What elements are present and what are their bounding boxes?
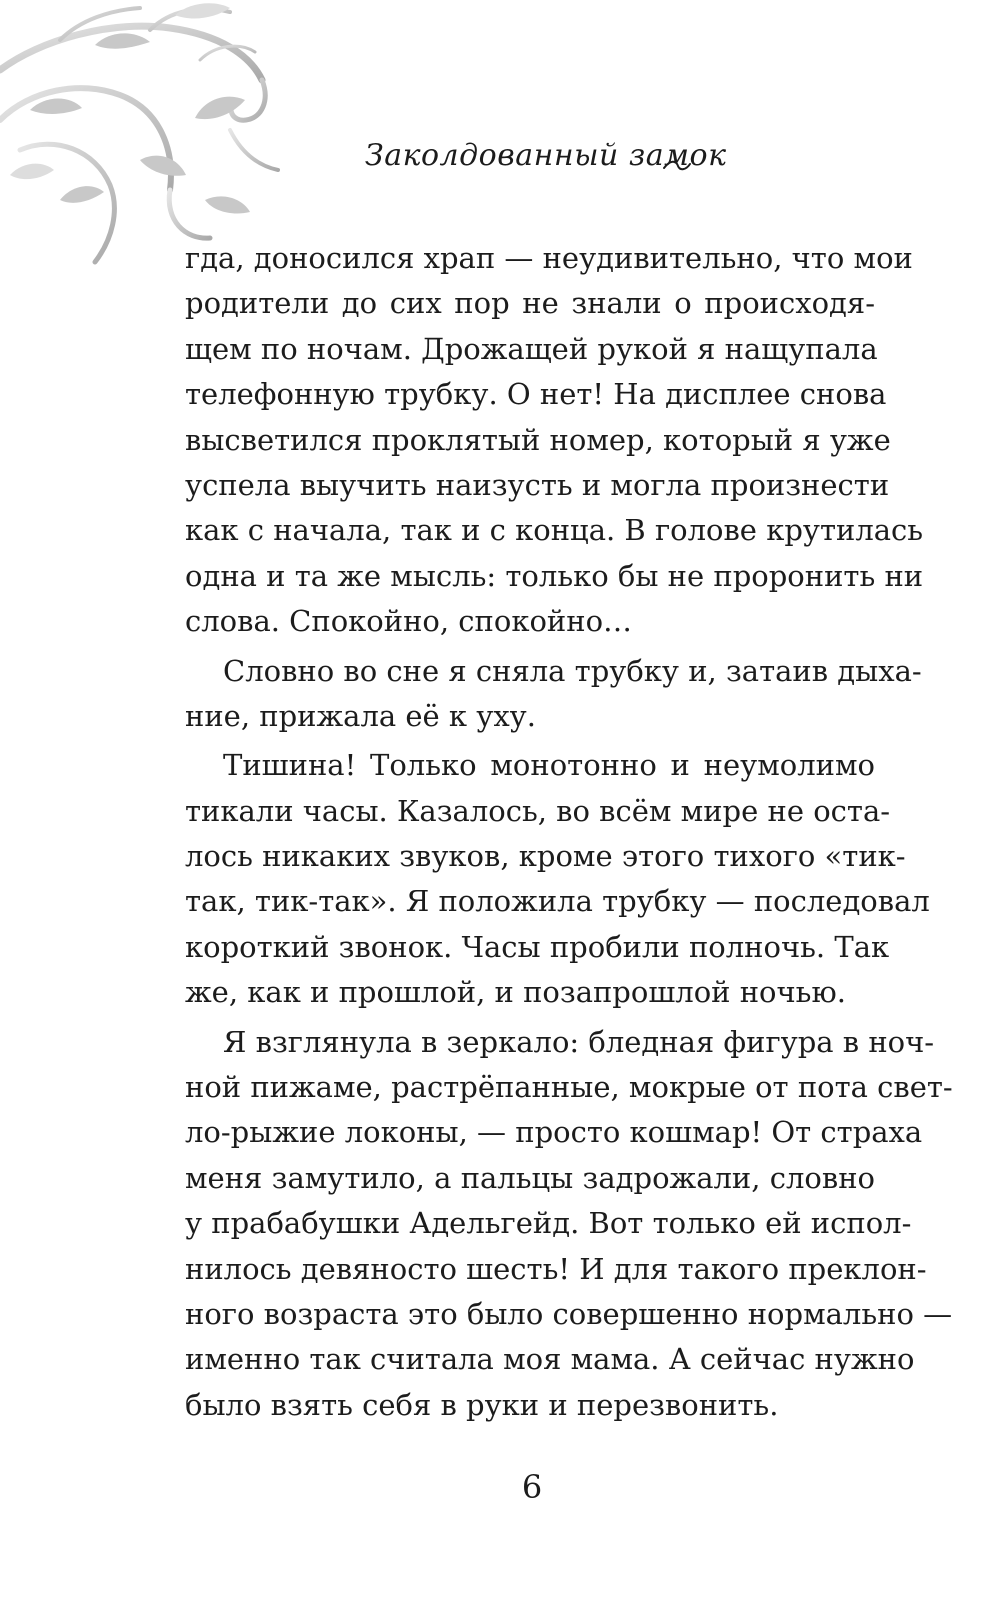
body-text [185, 236, 953, 1432]
text-line: тикали часы. Казалось, во всём мире не оста- [185, 793, 891, 828]
page-number: 6 [521, 1468, 543, 1506]
text-line: нилось девяносто шесть! И для такого преклон- [185, 1251, 927, 1286]
text-line: высветился проклятый номер, который я уже [185, 422, 891, 457]
text-line: у прабабушки Адельгейд. Вот только ей испол- [185, 1206, 912, 1241]
corner-ornament-icon [0, 0, 300, 270]
text-line: как с начала, так и с конца. В голове крутилась [185, 513, 924, 548]
paragraph [185, 743, 930, 1015]
text-line: так, тик-так». Я положила трубку — последовал [185, 884, 930, 919]
text-line: слова. Спокойно, спокойно… [185, 604, 633, 639]
text-line: ло-рыжие локоны, — просто кошмар! От страха [185, 1115, 923, 1150]
text-line: гда, доносился храп — неудивительно, что мои [185, 241, 913, 275]
running-title: Заколдованный замок [365, 138, 727, 173]
text-line: щем по ночам. Дрожащей рукой я нащупала [185, 331, 878, 366]
text-line: ние, прижала её к уху. [185, 698, 536, 733]
text-line: короткий звонок. Часы пробили полночь. Так [185, 929, 890, 964]
text-line: ного возраста это было совершенно нормально — [185, 1296, 953, 1331]
text-line: Тишина! Только монотонно и неумолимо [223, 748, 875, 783]
paragraph [185, 649, 922, 740]
text-line: же, как и прошлой, и позапрошлой ночью. [185, 975, 846, 1010]
text-line: родители до сих пор не знали о происходя- [185, 286, 875, 321]
text-line: Я взглянула в зеркало: бледная фигура в ноч- [223, 1024, 935, 1059]
text-line: было взять себя в руки и перезвонить. [185, 1387, 779, 1422]
text-line: телефонную трубку. О нет! На дисплее снова [185, 377, 887, 412]
text-line: одна и та же мысль: только бы не проронить ни [185, 558, 924, 593]
paragraph [185, 1020, 953, 1429]
text-line: успела выучить наизусть и могла произнести [185, 467, 890, 502]
paragraph [185, 236, 924, 645]
text-line: именно так считала моя мама. А сейчас нужно [185, 1342, 915, 1377]
text-line: Словно во сне я сняла трубку и, затаив дыха- [223, 653, 922, 688]
text-line: лось никаких звуков, кроме этого тихого «тик- [185, 839, 906, 874]
text-line: меня замутило, а пальцы задрожали, словно [185, 1160, 875, 1195]
text-line: ной пижаме, растрёпанные, мокрые от пота свет- [185, 1070, 953, 1105]
title-swash-icon [662, 156, 692, 174]
